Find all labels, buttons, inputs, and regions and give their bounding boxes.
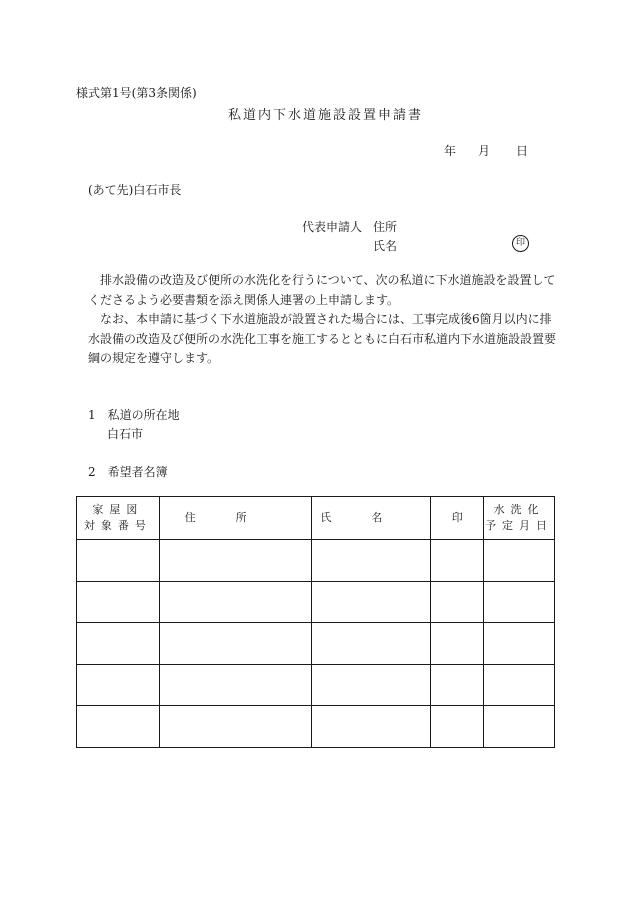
header-address: 住所: [159, 497, 312, 540]
cell-address[interactable]: [159, 581, 312, 623]
application-body: [88, 271, 560, 369]
cell-seal[interactable]: [431, 540, 484, 582]
cell-name[interactable]: [312, 581, 431, 623]
cell-seal[interactable]: [431, 706, 484, 748]
cell-address[interactable]: [159, 706, 312, 748]
cell-address[interactable]: [159, 540, 312, 582]
address-label: 住所: [373, 220, 398, 234]
header-flush-line2: 予定月日: [485, 519, 554, 532]
table-row: [77, 623, 555, 665]
cell-name[interactable]: [312, 706, 431, 748]
header-seal: 印: [431, 497, 484, 540]
cell-conversion-date[interactable]: [484, 664, 555, 706]
date-year-label: 年: [444, 144, 457, 158]
applicant-registry-table: [76, 496, 555, 748]
cell-conversion-date[interactable]: [484, 540, 555, 582]
name-label: 氏名: [373, 239, 398, 253]
body-paragraph-2: なお、本申請に基づく下水道施設が設置された場合には、工事完成後6箇月以内に排水設備の改造及び便所の水洗化工事を施工するとともに白石市私道内下水道施設設置要綱の規定を遵守します。: [88, 312, 557, 365]
section-1-heading: 1 私道の所在地: [88, 408, 180, 422]
cell-seal[interactable]: [431, 664, 484, 706]
cell-name[interactable]: [312, 540, 431, 582]
header-house-map-number: [77, 497, 160, 540]
cell-conversion-date[interactable]: [484, 623, 555, 665]
table-row: [77, 581, 555, 623]
header-flush-line1: 水洗化: [493, 503, 545, 516]
cell-house-map-number[interactable]: [77, 540, 160, 582]
section-2-heading: 2 希望者名簿: [88, 465, 168, 479]
form-number: 様式第1号(第3条関係): [76, 86, 197, 100]
cell-house-map-number[interactable]: [77, 664, 160, 706]
cell-seal[interactable]: [431, 581, 484, 623]
cell-conversion-date[interactable]: [484, 706, 555, 748]
cell-address[interactable]: [159, 664, 312, 706]
date-day-label: 日: [516, 144, 529, 158]
header-house-map-line2: 対象番号: [83, 519, 152, 532]
body-paragraph-1: 排水設備の改造及び便所の水洗化を行うについて、次の私道に下水道施設を設置してくださるよう必要書類を添え関係人連署の上申請します。: [88, 273, 556, 307]
cell-name[interactable]: [312, 623, 431, 665]
header-name: 氏名: [312, 497, 431, 540]
cell-house-map-number[interactable]: [77, 581, 160, 623]
table-header-row: [77, 497, 555, 540]
header-flush-conversion-date: [484, 497, 555, 540]
cell-address[interactable]: [159, 623, 312, 665]
table-row: [77, 664, 555, 706]
addressee: (あて先)白石市長: [88, 183, 182, 197]
document-title: 私道内下水道施設設置申請書: [228, 108, 424, 123]
cell-name[interactable]: [312, 664, 431, 706]
seal-mark: 印: [512, 235, 529, 252]
cell-house-map-number[interactable]: [77, 706, 160, 748]
date-line: [444, 142, 528, 159]
cell-seal[interactable]: [431, 623, 484, 665]
table-row: [77, 540, 555, 582]
section-1-location-value: 白石市: [107, 427, 144, 441]
date-month-label: 月: [478, 144, 491, 158]
table-row: [77, 706, 555, 748]
representative-applicant-label: 代表申請人: [302, 220, 363, 234]
header-house-map-line1: 家屋図: [92, 503, 144, 516]
cell-conversion-date[interactable]: [484, 581, 555, 623]
cell-house-map-number[interactable]: [77, 623, 160, 665]
